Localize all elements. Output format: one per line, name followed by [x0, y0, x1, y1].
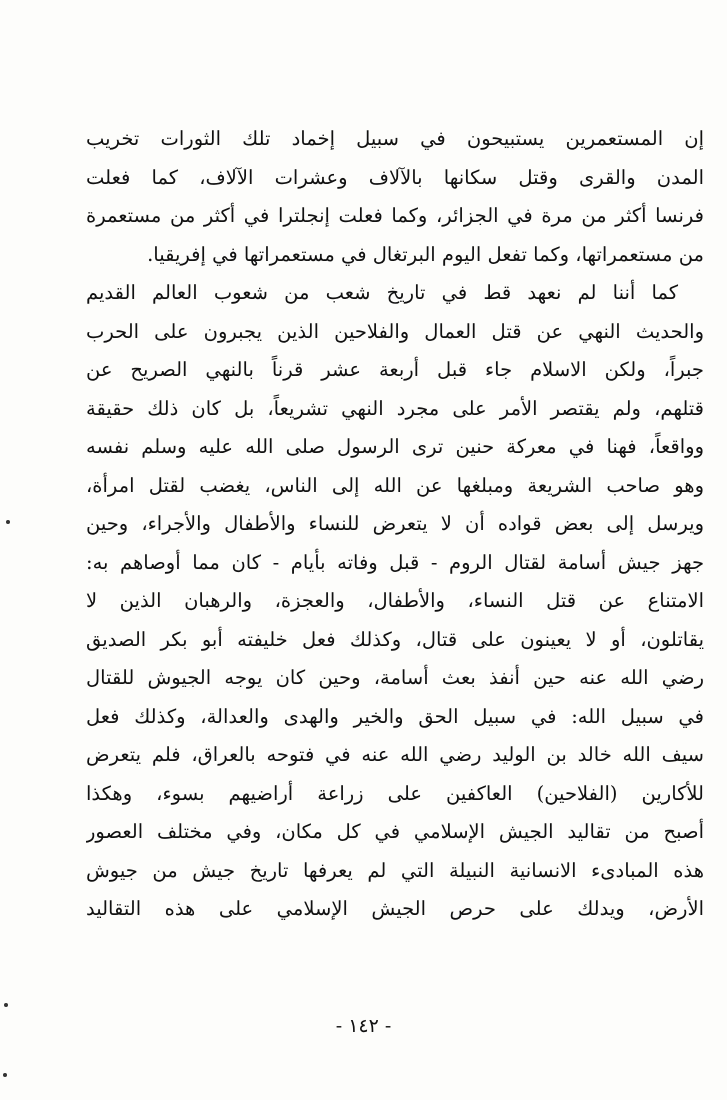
text-line: الأرض، ويدلك على حرص الجيش الإسلامي على هذه التقاليد	[86, 897, 704, 920]
text-line: في سبيل الله: في سبيل الحق والخير والهدى والعدالة، وكذلك فعل	[86, 704, 704, 728]
text-line: سيف الله خالد بن الوليد رضي الله عنه في فتوحه بالعراق، فلم يتعرض	[86, 743, 704, 766]
text-line: كما أننا لم نعهد قط في تاريخ شعب من شعوب العالم القديم	[86, 281, 678, 304]
page-number: - ١٤٢ -	[335, 1015, 392, 1037]
text-line: إن المستعمرين يستبيحون في سبيل إخماد تلك الثورات تخريب	[86, 127, 704, 150]
text-line: أصبح من تقاليد الجيش الإسلامي في كل مكان، وفي مختلف العصور	[86, 820, 704, 843]
margin-speck	[6, 520, 10, 524]
text-line: رضي الله عنه حين أنفذ بعث أسامة، وحين كان يوجه الجيوش للقتال	[86, 666, 704, 689]
margin-speck	[3, 1073, 7, 1077]
margin-speck	[4, 1003, 8, 1007]
text-line: وهو صاحب الشريعة ومبلغها عن الله إلى الناس، يغضب لقتل امرأة،	[86, 473, 704, 497]
text-line: الامتناع عن قتل النساء، والأطفال، والعجزة، والرهبان الذين لا	[86, 589, 704, 612]
text-line: جهز جيش أسامة لقتال الروم - قبل وفاته بأيام - كان مما أوصاهم به:	[86, 550, 704, 574]
text-line: والحديث النهي عن قتل العمال والفلاحين الذين يجبرون على الحرب	[86, 319, 704, 343]
text-line: للأكارين (الفلاحين) العاكفين على زراعة أراضيهم بسوء، وهكذا	[86, 781, 704, 805]
text-line: ويرسل إلى بعض قواده أن لا يتعرض للنساء والأطفال والأجراء، وحين	[86, 512, 704, 535]
body-text	[86, 120, 704, 929]
text-line: وواقعاً، فهنا في معركة حنين ترى الرسول صلى الله عليه وسلم نفسه	[86, 435, 704, 458]
text-line: المدن والقرى وقتل سكانها بالآلاف وعشرات الآلاف، كما فعلت	[86, 165, 704, 189]
text-line: هذه المبادىء الانسانية النبيلة التي لم يعرفها تاريخ جيش من جيوش	[86, 858, 704, 882]
text-line: من مستعمراتها، وكما تفعل اليوم البرتغال في مستعمراتها في إفريقيا.	[147, 242, 704, 266]
text-line: يقاتلون، أو لا يعينون على قتال، وكذلك فعل خليفته أبو بكر الصديق	[86, 627, 704, 651]
text-line: قتلهم، ولم يقتصر الأمر على مجرد النهي تشريعاً، بل كان ذلك حقيقة	[86, 396, 704, 420]
text-line: جبراً، ولكن الاسلام جاء قبل أربعة عشر قرناً بالنهي الصريح عن	[86, 358, 704, 381]
text-line: فرنسا أكثر من مرة في الجزائر، وكما فعلت إنجلترا في أكثر من مستعمرة	[86, 204, 704, 227]
